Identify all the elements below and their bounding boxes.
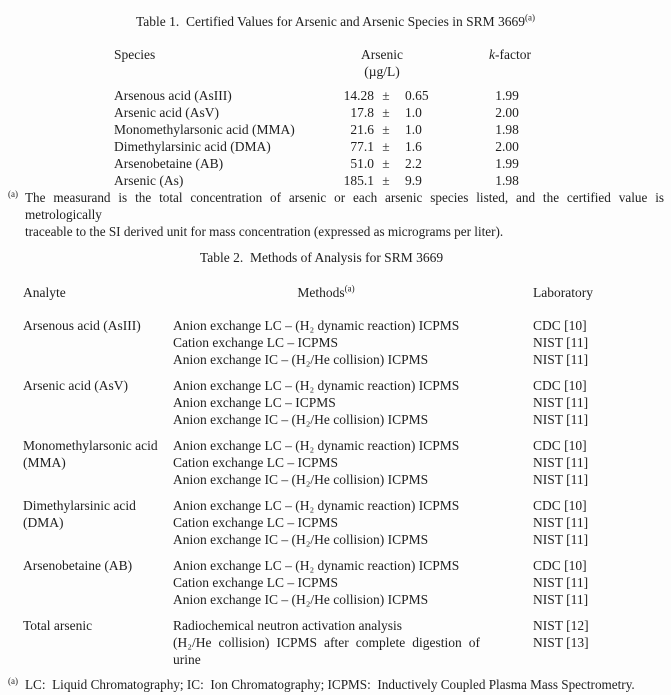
- table2-header-methods-text: Methods: [297, 285, 345, 300]
- method-text: Anion exchange IC – (H₂/He collision) ICPMS: [173, 532, 429, 547]
- method-text: Anion exchange IC – (H₂/He collision) ICPMS: [173, 592, 429, 607]
- method-text: Anion exchange LC – ICPMS: [173, 395, 336, 410]
- uncertainty-value: 1.0: [405, 105, 422, 120]
- spacer-cell: [525, 651, 663, 668]
- species-name: Arsenous acid (AsIII): [114, 88, 232, 103]
- table-row: [23, 437, 663, 454]
- spacer-cell: [23, 394, 173, 411]
- analyte-name: Arsenobetaine (AB): [23, 558, 133, 573]
- laboratory-ref: NIST [11]: [533, 472, 589, 487]
- table1-footnote-body: [8, 189, 664, 240]
- kfactor-value: 2.00: [495, 139, 519, 154]
- footnote-marker: (a): [8, 189, 18, 199]
- laboratory-ref: NIST [11]: [533, 532, 589, 547]
- table2-group-monomethylarsonic-acid: [23, 437, 663, 488]
- species-name: Dimethylarsinic acid (DMA): [114, 139, 271, 154]
- laboratory-ref: NIST [12]: [533, 618, 589, 633]
- table1-title-text: Table 1. Certified Values for Arsenic and Arsenic Species in SRM 3669: [135, 14, 526, 29]
- table-row: [23, 514, 663, 531]
- spacer-cell: [442, 63, 572, 80]
- table2-footnote: [8, 676, 664, 693]
- table2-header-row: [23, 284, 663, 301]
- uncertainty-value: 1.0: [405, 122, 422, 137]
- laboratory-ref: NIST [13]: [533, 635, 589, 650]
- table2-footnote-body: [8, 676, 664, 693]
- spacer-cell: [114, 63, 334, 80]
- table-row: [23, 591, 663, 608]
- arsenic-value: 17.8: [350, 105, 374, 120]
- uncertainty-value: 9.9: [405, 173, 422, 188]
- laboratory-ref: CDC [10]: [533, 438, 587, 453]
- plus-minus-sign: ±: [382, 156, 390, 171]
- laboratory-ref: NIST [11]: [533, 575, 589, 590]
- table2-header-analyte: Analyte: [23, 285, 66, 300]
- table1-footnote-line1: The measurand is the total concentration of arsenic or each arsenic species listed, and the certified value is metrologically: [25, 190, 664, 222]
- table-row: [23, 531, 663, 548]
- arsenic-value: 185.1: [343, 173, 374, 188]
- method-text: Anion exchange IC – (H₂/He collision) ICPMS: [173, 472, 429, 487]
- table1: [114, 46, 572, 189]
- arsenic-value: 51.0: [350, 156, 374, 171]
- table2-header-methods: [173, 284, 525, 301]
- spacer-cell: [23, 574, 173, 591]
- table-row: [23, 557, 663, 574]
- table2-header-laboratory: Laboratory: [533, 285, 593, 300]
- spacer-cell: [23, 411, 173, 428]
- table2: [23, 284, 663, 677]
- species-name: Arsenic acid (AsV): [114, 105, 219, 120]
- laboratory-ref: CDC [10]: [533, 318, 587, 333]
- table1-header-kfactor-suffix: -factor: [495, 47, 531, 62]
- plus-minus-sign: ±: [382, 122, 390, 137]
- table2-group-arsenobetaine: [23, 557, 663, 608]
- arsenic-value: 77.1: [350, 139, 374, 154]
- species-name: Arsenobetaine (AB): [114, 156, 224, 171]
- laboratory-ref: CDC [10]: [533, 558, 587, 573]
- spacer-cell: [23, 531, 173, 548]
- spacer-cell: [23, 591, 173, 608]
- table2-group-arsenous-acid: [23, 317, 663, 368]
- laboratory-ref: CDC [10]: [533, 378, 587, 393]
- table-row: [23, 334, 663, 351]
- method-text: Anion exchange LC – (H₂ dynamic reaction) ICPMS: [173, 318, 460, 333]
- method-text: Anion exchange IC – (H₂/He collision) ICPMS: [173, 412, 429, 427]
- arsenic-value: 21.6: [350, 122, 374, 137]
- method-text-line1: (H₂/He collision) ICPMS after complete digestion of: [173, 635, 480, 650]
- method-text: Anion exchange IC – (H₂/He collision) ICPMS: [173, 352, 429, 367]
- method-text: Cation exchange LC – ICPMS: [173, 575, 338, 590]
- method-text: Cation exchange LC – ICPMS: [173, 335, 338, 350]
- table-row: [23, 634, 663, 651]
- kfactor-value: 1.98: [495, 122, 519, 137]
- table2-header-methods-footnote-marker: (a): [344, 283, 355, 294]
- table-row: [23, 651, 663, 668]
- laboratory-ref: NIST [11]: [533, 352, 589, 367]
- analyte-name-line2: (DMA): [23, 515, 64, 530]
- uncertainty-value: 0.65: [405, 88, 429, 103]
- laboratory-ref: NIST [11]: [533, 592, 589, 607]
- table1-title-footnote-marker: (a): [525, 12, 536, 23]
- laboratory-ref: NIST [11]: [533, 335, 589, 350]
- laboratory-ref: NIST [11]: [533, 412, 589, 427]
- method-text: Anion exchange LC – (H₂ dynamic reaction) ICPMS: [173, 498, 460, 513]
- analyte-name: Total arsenic: [23, 618, 93, 633]
- laboratory-ref: NIST [11]: [533, 515, 589, 530]
- analyte-name: Arsenous acid (AsIII): [23, 318, 141, 333]
- method-text: Anion exchange LC – (H₂ dynamic reaction) ICPMS: [173, 558, 460, 573]
- table1-header-kfactor-k: k: [489, 47, 495, 62]
- table-row: [23, 454, 663, 471]
- spacer-cell: [23, 351, 173, 368]
- table1-header-arsenic: Arsenic: [361, 47, 403, 62]
- table-row: [23, 617, 663, 634]
- uncertainty-value: 1.6: [405, 139, 422, 154]
- analyte-name: Arsenic acid (AsV): [23, 378, 128, 393]
- laboratory-ref: NIST [11]: [533, 455, 589, 470]
- table1-header-species: Species: [114, 47, 156, 62]
- table-row: [23, 471, 663, 488]
- laboratory-ref: CDC [10]: [533, 498, 587, 513]
- table1-header-gap: [114, 80, 572, 87]
- plus-minus-sign: ±: [382, 88, 390, 103]
- footnote-marker: (a): [8, 676, 18, 686]
- spacer-cell: [23, 634, 173, 651]
- table-row: [23, 377, 663, 394]
- table2-title-text: Table 2. Methods of Analysis for SRM 3669: [199, 250, 444, 265]
- kfactor-value: 1.98: [495, 173, 519, 188]
- analyte-name: Dimethylarsinic acid: [23, 498, 136, 513]
- method-text: Cation exchange LC – ICPMS: [173, 515, 338, 530]
- spacer-cell: [23, 334, 173, 351]
- table2-footnote-text: LC: Liquid Chromatography; IC: Ion Chromatography; ICPMS: Inductively Coupled Plasma Mass Spectrometry.: [25, 677, 635, 692]
- table2-title: [0, 250, 657, 266]
- table1-header-arsenic-unit: (µg/L): [364, 64, 400, 79]
- table-row: [23, 411, 663, 428]
- table2-group-arsenic-acid: [23, 377, 663, 428]
- uncertainty-value: 2.2: [405, 156, 422, 171]
- kfactor-value: 2.00: [495, 105, 519, 120]
- laboratory-ref: NIST [11]: [533, 395, 589, 410]
- table2-group-dimethylarsinic-acid: [23, 497, 663, 548]
- plus-minus-sign: ±: [382, 139, 390, 154]
- table-row: [23, 351, 663, 368]
- spacer-cell: [23, 651, 173, 668]
- table-row: [23, 394, 663, 411]
- kfactor-value: 1.99: [495, 156, 519, 171]
- table-row: [23, 574, 663, 591]
- analyte-name: Monomethylarsonic acid: [23, 438, 158, 453]
- method-text: Anion exchange LC – (H₂ dynamic reaction) ICPMS: [173, 378, 460, 393]
- spacer-cell: [23, 471, 173, 488]
- analyte-name-line2: (MMA): [23, 455, 66, 470]
- table-row: [23, 317, 663, 334]
- method-text: Cation exchange LC – ICPMS: [173, 455, 338, 470]
- method-text: Anion exchange LC – (H₂ dynamic reaction) ICPMS: [173, 438, 460, 453]
- table1-footnote: [8, 189, 664, 240]
- table1-title: [0, 14, 671, 30]
- arsenic-value: 14.28: [343, 88, 374, 103]
- table1-footnote-line2: traceable to the SI derived unit for mass concentration (expressed as micrograms per liter).: [25, 224, 504, 239]
- species-name: Arsenic (As): [114, 173, 184, 188]
- kfactor-value: 1.99: [495, 88, 519, 103]
- method-text-line2: urine: [173, 652, 201, 667]
- plus-minus-sign: ±: [382, 173, 390, 188]
- table2-group-total-arsenic: [23, 617, 663, 668]
- method-text: Radiochemical neutron activation analysis: [173, 618, 403, 633]
- table1-header-kfactor: [442, 46, 572, 63]
- species-name: Monomethylarsonic acid (MMA): [114, 122, 295, 137]
- table-row: [23, 497, 663, 514]
- plus-minus-sign: ±: [382, 105, 390, 120]
